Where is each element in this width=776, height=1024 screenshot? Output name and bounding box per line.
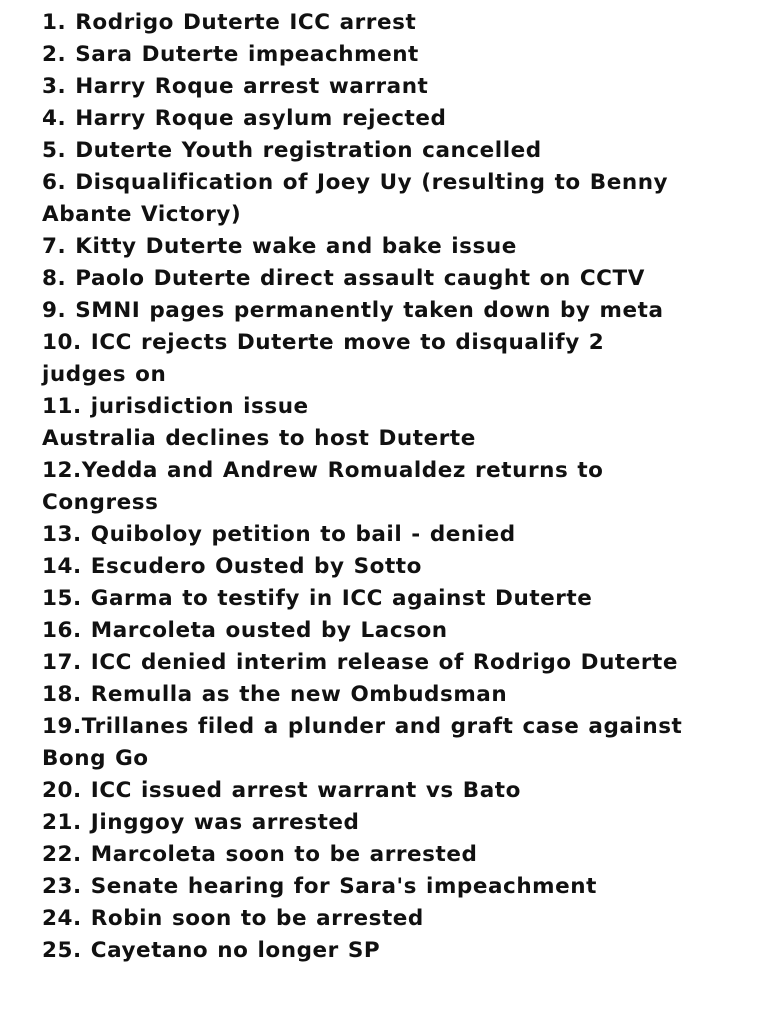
list-line-28: 23. Senate hearing for Sara's impeachment: [42, 874, 597, 899]
list-line-7: Abante Victory): [42, 202, 242, 227]
list-line-5: 5. Duterte Youth registration cancelled: [42, 138, 542, 163]
list-line-8: 7. Kitty Duterte wake and bake issue: [42, 234, 517, 259]
list-line-22: 18. Remulla as the new Ombudsman: [42, 682, 508, 707]
list-line-23: 19.Trillanes filed a plunder and graft case against: [42, 714, 683, 739]
list-line-27: 22. Marcoleta soon to be arrested: [42, 842, 478, 867]
list-line-19: 15. Garma to testify in ICC against Duterte: [42, 586, 593, 611]
list-line-21: 17. ICC denied interim release of Rodrigo Duterte: [42, 650, 678, 675]
list-line-17: 13. Quiboloy petition to bail - denied: [42, 522, 516, 547]
list-line-13: 11. jurisdiction issue: [42, 394, 309, 419]
list-line-6: 6. Disqualification of Joey Uy (resulting to Benny: [42, 170, 669, 195]
list-line-9: 8. Paolo Duterte direct assault caught on CCTV: [42, 266, 645, 291]
list-line-4: 4. Harry Roque asylum rejected: [42, 106, 447, 131]
list-line-25: 20. ICC issued arrest warrant vs Bato: [42, 778, 521, 803]
list-line-16: Congress: [42, 490, 159, 515]
list-line-14: Australia declines to host Duterte: [42, 426, 476, 451]
list-line-24: Bong Go: [42, 746, 149, 771]
list-line-12: judges on: [42, 362, 167, 387]
list-line-11: 10. ICC rejects Duterte move to disqualify 2: [42, 330, 605, 355]
list-line-10: 9. SMNI pages permanently taken down by meta: [42, 298, 664, 323]
list-line-15: 12.Yedda and Andrew Romualdez returns to: [42, 458, 604, 483]
news-list: [42, 7, 762, 967]
list-line-20: 16. Marcoleta ousted by Lacson: [42, 618, 448, 643]
list-line-30: 25. Cayetano no longer SP: [42, 938, 381, 963]
list-line-18: 14. Escudero Ousted by Sotto: [42, 554, 422, 579]
list-line-29: 24. Robin soon to be arrested: [42, 906, 424, 931]
list-line-2: 2. Sara Duterte impeachment: [42, 42, 419, 67]
list-line-1: 1. Rodrigo Duterte ICC arrest: [42, 10, 417, 35]
list-line-26: 21. Jinggoy was arrested: [42, 810, 360, 835]
list-line-3: 3. Harry Roque arrest warrant: [42, 74, 429, 99]
